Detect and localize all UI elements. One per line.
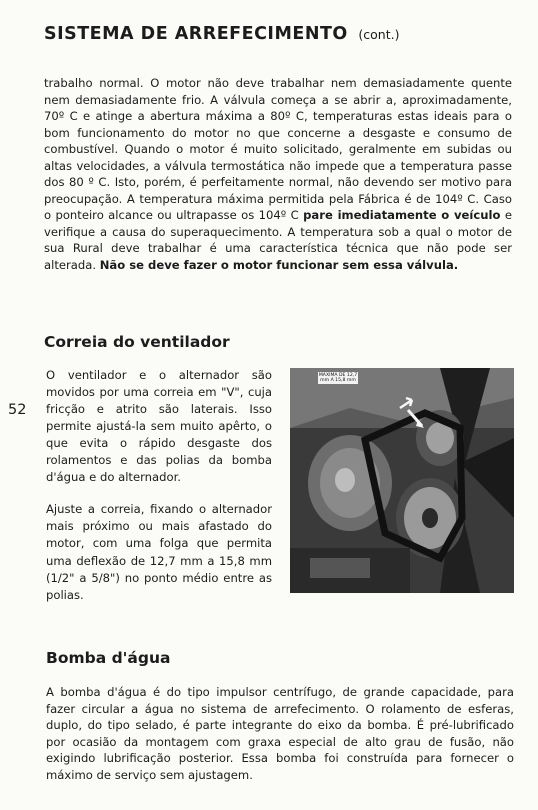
intro-bold-b: Não se deve fazer o motor funcionar sem essa válvula. [99, 257, 459, 272]
intro-text-b: e verifique a causa do superaquecimento. A temperatura sob a qual o motor de sua Rural deve trabalhar é uma característica técnica que não pode ser alterada. [44, 208, 512, 272]
bomba-paragraph: A bomba d'água é do tipo impulsor centrífugo, de grande capacidade, para fazer circular a água no sistema de arrefecimento. O rolamento de esferas, duplo, do tipo selado, é parte integrante do eixo da bomba. É pré-lubrificado por ocasião da montagem com graxa especial de alto grau de fusão, não exigindo lubrificação posterior. Essa bomba foi construída para fornecer o máximo de serviço sem ajustagem. [46, 685, 514, 782]
page-number: 52 [8, 402, 27, 418]
engine-illustration [290, 368, 514, 593]
title-suffix: (cont.) [358, 27, 400, 42]
page-title [44, 24, 399, 44]
correia-paragraph-2: Ajuste a correia, fixando o alternador mais próximo ou mais afastado do motor, com uma folga que permita uma deflexão de 12,7 mm a 15,8 mm (1/2" a 5/8") no ponto médio entre as polias. [46, 502, 272, 603]
intro-bold-a: pare imediatamente o veículo [303, 208, 501, 222]
section-heading-correia: Correia do ventilador [44, 333, 230, 351]
section-heading-bomba: Bomba d'água [46, 649, 171, 667]
intro-text-a: trabalho normal. O motor não deve trabalhar nem demasiadamente quente nem demasiadamente frio. A válvula começa a se abrir a, aproximadamente, 70º C e atinge a abertura máxima a 80º C, temperaturas estas ideais para o bom funcionamento do motor no que concerne a desgaste e consumo de combustível. Quando o motor é muito solicitado, geralmente em subidas ou altas velocidades, a válvula termostática não impede que a temperatura passe dos 80 º C. Isto, porém, é perfeitamente normal, não devendo ser motivo para preocupação. A temperatura máxima permitida pela Fábrica é de 104º C. Caso o ponteiro alcance ou ultrapasse os 104º C [44, 76, 512, 222]
correia-paragraph-1: O ventilador e o alternador são movidos por uma correia em "V", cuja fricção e atrito são laterais. Isso permite ajustá-la sem muito apêrto, o que evita o rápido desgaste dos rolamentos e das polias da bomba d'água e do alternador. [46, 368, 272, 484]
title-text: SISTEMA DE ARREFECIMENTO [44, 24, 348, 44]
photo-caption-label: MAXIMA DE 12,7 mm A 15,8 mm [318, 373, 358, 383]
intro-paragraph [44, 75, 512, 273]
fan-belt-photo [290, 368, 514, 593]
